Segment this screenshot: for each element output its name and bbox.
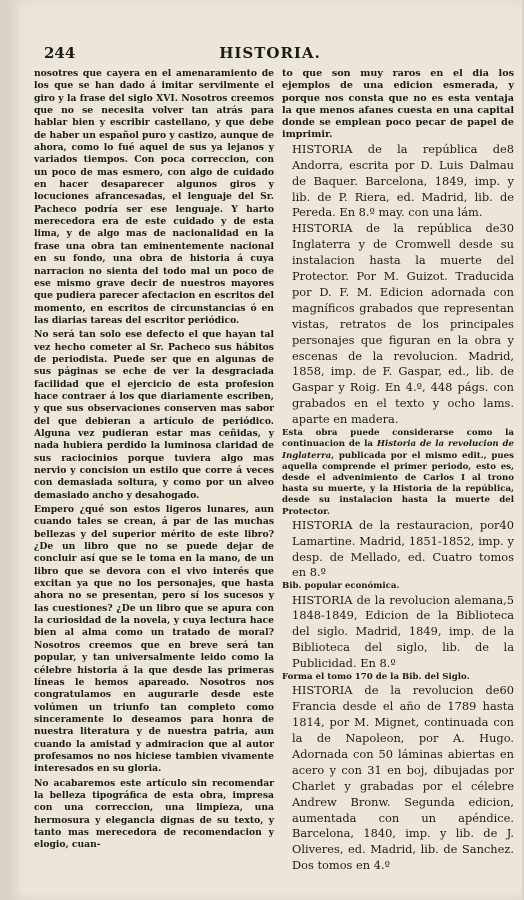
entry-text: HISTORIA de la república de Andorra, escrita por D. Luis Dalmau de Baquer. Barcelona, 1849, imp. y lib. de P. Riera, ed. Madrid, lib. de Pereda. En 8.º may. con una lám.	[292, 141, 514, 220]
bibliography-entry	[282, 221, 514, 428]
entry-price: 60	[499, 683, 514, 698]
entry-note: Forma el tomo 170 de la Bib. del Siglo.	[282, 672, 470, 683]
entry-price: 40	[499, 517, 514, 532]
right-column	[282, 68, 514, 874]
paragraph: nosotres que cayera en el amenaramiento de los que se han dado á imitar servilmente el giro y la frase del siglo XVI. Nosotros creemos que no se necesita volver tan atrás para hablar bien y escribir castellano, y que debe de haber un español puro y castizo, aunque de ahora, como lo fué aquel de sus ya lejanos y variados tiempos. Con poca correccion, con un poco de mas esmero, con algo de cuidado en hacer desaparecer algunos giros y locuciones afrancesadas, el lenguaje del Sr. Pacheco podría ser ese lenguaje. Y harto merecedora era de este cuidado y de esta lima, y de algo mas de nacionalidad en la frase una obra tan eminentemente nacional en su fondo, una obra de historia á cuya narracion no sienta del todo mal un poco de ese mismo grave decir de nuestros mayores que pudiera parecer afectacion en escritos del momento, en escritos de circunstancias ó en las diarias tareas del escritor periódico.	[34, 68, 274, 326]
entry-price: 5	[506, 592, 514, 607]
bibliography-entry	[282, 142, 514, 222]
entry-text: HISTORIA de la revolucion alemana, 1848-1849, Edicion de la Biblioteca del siglo. Madrid, 1849, imp. de la Biblioteca del siglo, lib. de la Publicidad. En 8.º	[292, 592, 514, 671]
bibliography-entry	[282, 683, 514, 874]
entry-note: Bib. popular económica.	[282, 581, 400, 592]
left-column	[34, 68, 274, 852]
entry-text: HISTORIA de la república de Inglaterra y de Cromwell desde su instalacion hasta la muerte del Protector. Por M. Guizot. Traducida por D. F. M. Edicion adornada con magníficos grabados que representan vistas, retratos de los principales personajes que figuran en la obra y escenas de la revolucion. Madrid, 1858, imp. de F. Gaspar, ed., lib. de Gaspar y Roig. En 4.º, 448 págs. con grabados en el texto y ocho lams. aparte en madera.	[292, 221, 514, 427]
entry-note: Esta obra puede considerarse como la continuacion de la Historia de la revolucion de Inglaterra, publicada por el mismo edit., pues aquella comprende el primer periodo, esto es, desde el advenimiento de Carlos I al trono hasta su muerte, y la Historia de la república, desde su instalacion hasta la muerte del Protector.	[282, 428, 515, 517]
entry-price: 30	[499, 221, 514, 236]
book-page	[10, 0, 522, 900]
paragraph: to que son muy raros en el dia los ejemplos de una edicion esmerada, y porque nos consta que no es esta ventaja la que menos afanes cuesta en una capital donde se emplean poco pecar de papel de imprimir.	[282, 68, 514, 141]
entry-price: 8	[506, 141, 514, 156]
entry-text: HISTORIA de la revolucion de Francia desde el año de 1789 hasta 1814, por M. Mignet, continuada con la de Napoleon, por A. Hugo. Adornada con 50 láminas abiertas en acero y con 31 en boj, dibujadas por Charlet y grabadas por el célebre Andrew Bronw. Segunda edicion, aumentada con un apéndice. Barcelona, 1840, imp. y lib. de J. Oliveres, ed. Madrid, lib. de Sanchez. Dos tomos en 4.º	[292, 683, 514, 873]
page-header	[28, 44, 512, 64]
bibliography-entry	[282, 593, 514, 673]
paragraph: No será tan solo ese defecto el que hayan tal vez hecho cometer al Sr. Pacheco sus hábitos de periodista. Puede ser que en algunas de sus páginas se eche de ver la desgraciada facilidad que el ejercicio de esta profesion hace contraer á los que diariamente escriben, y que sus observaciones conserven mas sabor del que debieran a artículo de periódico. Alguna vez pudieran estar mas ceñidas, y nada hubiera perdido la luminosa claridad de sus raciocinios porque tuviera algo mas nervio y concision un estilo que corre á veces con demasiada soltura, y como por un alveo demasiado ancho y desahogado.	[34, 329, 274, 501]
paragraph: No acabaremos este artículo sin recomendar la belleza tipográfica de esta obra, impresa con una correccion, una limpieza, una hermosura y elegancia dignas de su texto, y tanto mas merecedora de recomendacion y elogio, cuan-	[34, 777, 274, 851]
bibliography-entry	[282, 518, 514, 582]
page-number: 244	[44, 44, 76, 62]
entry-text: HISTORIA de la restauracion, por Lamartine. Madrid, 1851-1852, imp. y desp. de Mellado, ed. Cuatro tomos en 8.º	[292, 517, 514, 580]
paragraph: Empero ¿qué son estos ligeros lunares, aun cuando tales se crean, á par de las muchas bellezas y del superior mérito de este libro? ¿De un libro que no se puede dejar de concluir así que se le toma en la mano, de un libro que se devora con el vivo interés que excitan ya que no los personajes, que hasta ahora no se presentan, pero sí los sucesos y las cuestiones? ¿De un libro que se apura con la curiosidad de la novela, y cuya lectura hace bien al alma como un tratado de moral? Nosotros creemos que en breve será tan popular, y tan universalmente leido como la célebre historia á la que desde las primeras líneas le hemos apareado. Nosotros nos congratulamos en augurarle desde este volúmen un triunfo tan completo como sinceramente lo deseamos para honra de nuestra literatura y de nuestra patria, aun cuando la amistad y admiracion que al autor profesamos no nos hiciese tambien vivamente interesados en su gloria.	[34, 504, 274, 775]
running-title: HISTORIA.	[219, 44, 321, 62]
